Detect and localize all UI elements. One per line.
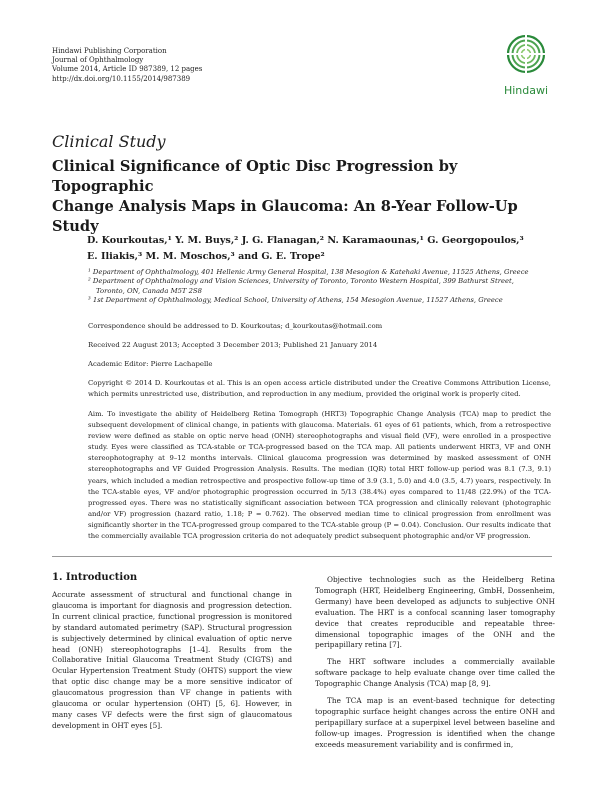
authors-line-1: D. Kourkoutas,¹ Y. M. Buys,² J. G. Flanagan,² N. Karamaounas,¹ G. Georgopoulos,³ [87,235,524,246]
section-heading: 1. Introduction [52,572,138,583]
hindawi-logo-icon [506,34,546,74]
journal-masthead [52,47,202,84]
hindawi-logo-text: Hindawi [503,84,549,97]
volume-info: Volume 2014, Article ID 987389, 12 pages [52,65,203,74]
title-line-1: Clinical Significance of Optic Disc Progression by Topographic [52,158,458,195]
section-divider [52,556,552,557]
affiliation-3: ³ 1st Department of Ophthalmology, Medical School, University of Athens, 154 Mesogion Avenue, 11527 Athens, Greece [88,296,503,305]
affiliations [88,268,548,306]
hindawi-logo [497,34,555,106]
article-title [52,157,552,237]
affiliation-2: ² Department of Ophthalmology and Vision Sciences, University of Toronto, Toronto Western Hospital, 399 Bathurst Street, [88,277,514,286]
article-dates: Received 22 August 2013; Accepted 3 December 2013; Published 21 January 2014 [88,341,378,349]
doi-link[interactable]: http://dx.doi.org/10.1155/2014/987389 [52,74,191,83]
affiliation-2-continued: Toronto, ON, Canada M5T 2S8 [96,286,202,295]
copyright-notice: Copyright © 2014 D. Kourkoutas et al. This is an open access article distributed under the Creative Commons Attribution License, which permits unrestricted use, distribution, and reproduction in any medium, provided the original work is properly cited. [88,379,551,398]
intro-paragraph-1: Accurate assessment of structural and functional change in glaucoma is important for diagnosis and progression detection. In current clinical practice, functional progression is monitored by standard automated perimetry (SAP). Structural progression is subjectively determined by clinical evaluation of optic nerve head (ONH) stereophotographs [1–4]. Results from the Collaborative Initial Glaucoma Treatment Study (CIGTS) and Ocular Hypertension Treatment Study (OHTS) support the view that optic disc change may be a more sensitive indicator of glaucomatous progression than VF change in patients with glaucoma or ocular hypertension (OHT) [5, 6]. However, in many cases VF defects were the first sign of glaucomatous development in OHT eyes [5]. [52,590,292,730]
affiliation-1: ¹ Department of Ophthalmology, 401 Hellenic Army General Hospital, 138 Mesogion & Katehaki Avenue, 11525 Athens, Greece [88,268,529,276]
intro-paragraph-2: Objective technologies such as the Heidelberg Retina Tomograph (HRT, Heidelberg Engineering, GmbH, Dossenheim, Germany) have been developed as adjuncts to subjective ONH evaluation. The HRT is a confocal scanning laser tomography device that creates reproducible and repeatable three-dimensional topographic images of the ONH and the peripapillary retina [7]. [315,575,555,650]
journal-name: Journal of Ophthalmology [52,56,144,65]
left-column [52,590,292,732]
intro-paragraph-3: The HRT software includes a commercially available software package to help evaluate change over time called the Topographic Change Analysis (TCA) map [8, 9]. [315,657,555,689]
abstract: Aim. To investigate the ability of Heidelberg Retina Tomograph (HRT3) Topographic Change Analysis (TCA) map to predict the subsequent development of clinical change, in patients with glaucoma. Materials. 61 eyes of 61 patients, which, from a retrospective review were defined as stable on optic nerve head (ONH) stereophotographs and visual field (VF), were enrolled in a prospective study. Eyes were classified as TCA-stable or TCA-progressed based on the TCA map. All patients underwent HRT3, VF and ONH stereophotography at 9–12 months intervals. Clinical glaucoma progression was determined by masked assessment of ONH stereophotographs and VF Guided Progression Analysis. Results. The median (IQR) total HRT follow-up period was 8.1 (7.3, 9.1) years, which included a median retrospective and prospective follow-up time of 3.9 (3.1, 5.0) and 4.0 (3.5, 4.7) years, respectively. In the TCA-stable eyes, VF and/or photographic progression occurred in 5/13 (38.4%) eyes compared to 11/48 (22.9%) of the TCA-progressed eyes. There was no statistically significant association between TCA progression and clinically relevant (photographic and/or VF) progression (hazard ratio, 1.18; P = 0.762). The observed median time to clinical progression from enrollment was significantly shorter in the TCA-progressed group compared to the TCA-stable group (P = 0.04). Conclusion. Our results indicate that the commercially available TCA progression criteria do not adequately predict subsequent photographic and/or VF progression. [88,410,551,541]
right-column [315,575,555,751]
author-list [87,233,537,265]
academic-editor: Academic Editor: Pierre Lachapelle [88,360,213,368]
intro-paragraph-4: The TCA map is an event-based technique for detecting topographic surface height changes across the entire ONH and peripapillary surface at a superpixel level between baseline and follow-up images. Progression is identified when the change exceeds measurement variability and is confirmed in, [315,696,555,749]
article-type: Clinical Study [52,132,166,151]
title-line-2: Change Analysis Maps in Glaucoma: An 8-Year Follow-Up Study [52,198,518,235]
correspondence: Correspondence should be addressed to D. Kourkoutas; d_kourkoutas@hotmail.com [88,322,383,330]
authors-line-2: E. Iliakis,³ M. M. Moschos,³ and G. E. Trope² [87,251,325,262]
publisher-name: Hindawi Publishing Corporation [52,47,167,55]
